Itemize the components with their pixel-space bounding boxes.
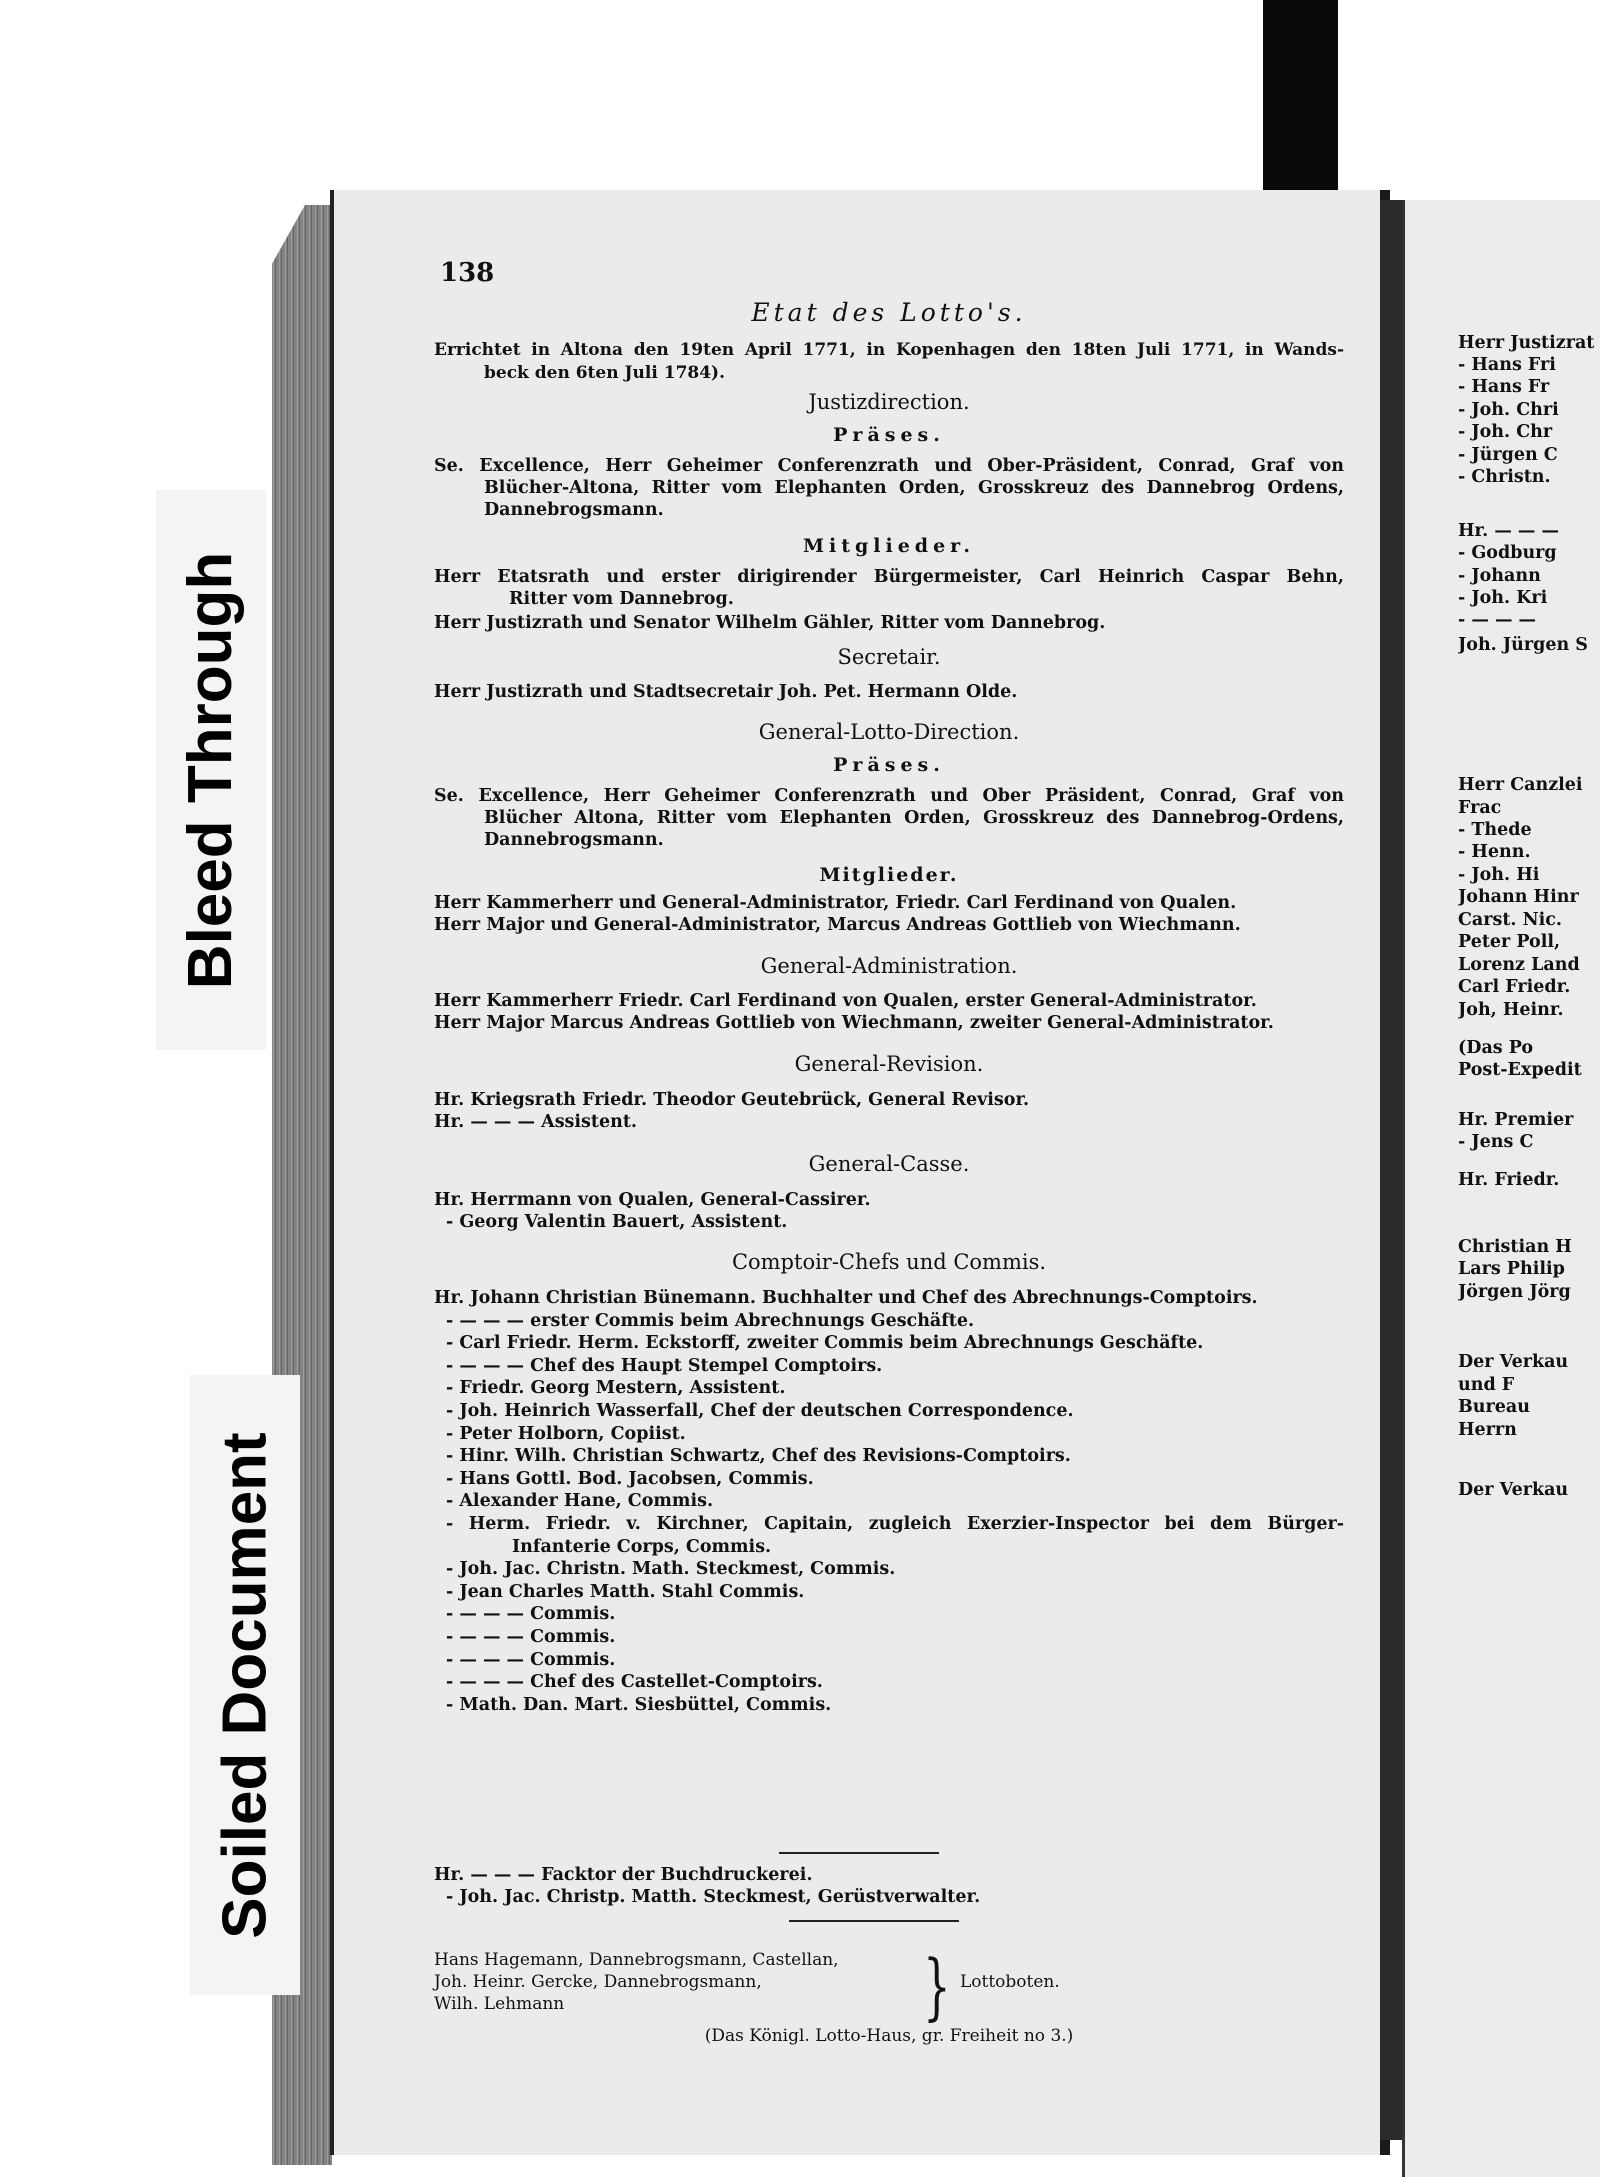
book-page [330, 190, 1390, 2155]
right-page-line: Lars Philip [1458, 1259, 1565, 1279]
text-line: Blücher-Altona, Ritter vom Elephanten Orden, Grosskreuz des Dannebrog Ordens, [484, 478, 1344, 498]
intro-line: Errichtet in Altona den 19ten April 1771, in Kopenhagen den 18ten Juli 1771, in Wands- [434, 340, 1344, 360]
text-line: Dannebrogsmann. [484, 830, 664, 850]
right-page-line: Joh. Jürgen S [1458, 635, 1588, 655]
lottoboten-label: Lottoboten. [960, 1972, 1060, 1992]
comptoir-line: - Joh. Jac. Christn. Math. Steckmest, Commis. [446, 1559, 896, 1580]
right-page-line: Hr. Friedr. [1458, 1170, 1560, 1190]
right-page-line: - Thede [1458, 820, 1532, 840]
comptoir-line: - Friedr. Georg Mestern, Assistent. [446, 1378, 786, 1399]
right-page-line: - Joh. Hi [1458, 865, 1540, 885]
text-line: Ritter vom Dannebrog. [509, 589, 734, 609]
page-title: Etat des Lotto's. [751, 298, 1027, 327]
right-page-line: - Henn. [1458, 842, 1531, 862]
text-line: Hr. Herrmann von Qualen, General-Cassirer. [434, 1190, 871, 1210]
right-page-line: und F [1458, 1375, 1515, 1395]
text-line: - Georg Valentin Bauert, Assistent. [446, 1212, 788, 1232]
text-line: - Joh. Jac. Christp. Matth. Steckmest, Gerüstverwalter. [446, 1887, 981, 1907]
comptoir-line: - Math. Dan. Mart. Siesbüttel, Commis. [446, 1694, 832, 1715]
comptoir-line: - — — — Commis. [446, 1604, 616, 1625]
right-page-line: - Joh. Kri [1458, 588, 1548, 608]
right-page-line: - Joh. Chr [1458, 422, 1553, 442]
comptoir-line: - — — — Commis. [446, 1627, 616, 1647]
section-heading-general-administration: General-Administration. [760, 954, 1018, 978]
text-line: Joh. Heinr. Gercke, Dannebrogsmann, [434, 1972, 762, 1992]
comptoir-line: - — — — Commis. [446, 1649, 616, 1670]
right-page-line: Herr Justizrat [1458, 333, 1595, 353]
right-page-line: Herrn [1458, 1420, 1517, 1440]
comptoir-line: - — — — erster Commis beim Abrechnungs Geschäfte. [446, 1310, 975, 1331]
text-line: Hr. — — — Assistent. [434, 1112, 638, 1132]
right-page-line: Der Verkau [1458, 1480, 1569, 1500]
page-number: 138 [440, 258, 495, 288]
right-page-line: - Johann [1458, 566, 1541, 586]
text-line: Hans Hagemann, Dannebrogsmann, Castellan, [434, 1950, 839, 1970]
subheading-secretair: Secretair. [837, 645, 941, 669]
comptoir-line: - Alexander Hane, Commis. [446, 1491, 714, 1512]
divider [789, 1920, 959, 1922]
right-page-line: - Christn. [1458, 467, 1551, 487]
right-page-line: Frac [1458, 798, 1502, 818]
right-page-line: Herr Canzlei [1458, 775, 1583, 795]
right-page-line: Post-Expedit [1458, 1060, 1582, 1080]
right-page-line: Christian H [1458, 1237, 1572, 1257]
label-soiled-document [190, 1375, 300, 1995]
text-line: Herr Major und General-Administrator, Marcus Andreas Gottlieb von Wiechmann. [434, 915, 1241, 935]
divider [779, 1852, 939, 1854]
text-line: Blücher Altona, Ritter vom Elephanten Orden, Grosskreuz des Dannebrog-Ordens, [484, 808, 1344, 828]
subheading-praeses: Präses. [833, 424, 945, 446]
right-page-line: - Godburg [1458, 543, 1557, 563]
footer-note: (Das Königl. Lotto-Haus, gr. Freiheit no 3.) [704, 2026, 1074, 2046]
text-line: Herr Justizrath und Senator Wilhelm Gähler, Ritter vom Dannebrog. [434, 613, 1106, 633]
text-line: Herr Major Marcus Andreas Gottlieb von Wiechmann, zweiter General-Administrator. [434, 1013, 1274, 1033]
subheading-mitglieder: Mitglieder. [819, 864, 959, 886]
comptoir-line: Hr. Johann Christian Bünemann. Buchhalter und Chef des Abrechnungs-Comptoirs. [434, 1288, 1258, 1308]
text-line: Dannebrogsmann. [484, 500, 664, 520]
text-line: Se. Excellence, Herr Geheimer Conferenzrath und Ober-Präsident, Conrad, Graf von [434, 456, 1344, 476]
right-page-line: Lorenz Land [1458, 955, 1580, 975]
right-page-line: Hr. Premier [1458, 1110, 1574, 1130]
comptoir-line: - Hans Gottl. Bod. Jacobsen, Commis. [446, 1468, 814, 1489]
top-black-bar [1263, 0, 1338, 190]
text-line: Wilh. Lehmann [434, 1994, 565, 2014]
comptoir-line: - Joh. Heinrich Wasserfall, Chef der deutschen Correspondence. [446, 1401, 1074, 1421]
right-page-line: Bureau [1458, 1397, 1530, 1417]
right-page-line: (Das Po [1458, 1038, 1534, 1058]
subheading-praeses: Präses. [833, 754, 945, 776]
comptoir-line: - Jean Charles Matth. Stahl Commis. [446, 1581, 805, 1602]
text-line: Hr. Kriegsrath Friedr. Theodor Geutebrück, General Revisor. [434, 1090, 1030, 1110]
text-line: Herr Kammerherr und General-Administrator, Friedr. Carl Ferdinand von Qualen. [434, 893, 1237, 913]
right-page-line: - — — — [1458, 610, 1537, 630]
section-heading-general-revision: General-Revision. [794, 1052, 984, 1076]
right-page-line: Joh, Heinr. [1458, 1000, 1564, 1020]
label-bleed-through [156, 490, 266, 1050]
subheading-mitglieder: Mitglieder. [802, 535, 976, 557]
text-line: Hr. — — — Facktor der Buchdruckerei. [434, 1865, 813, 1885]
comptoir-line: - — — — Chef des Castellet-Comptoirs. [446, 1672, 823, 1693]
comptoir-line: - Hinr. Wilh. Christian Schwartz, Chef des Revisions-Comptoirs. [446, 1446, 1071, 1467]
text-line: Herr Kammerherr Friedr. Carl Ferdinand von Qualen, erster General-Administrator. [434, 991, 1257, 1011]
label-text: Soiled Document [210, 1431, 280, 1939]
right-page-line: - Jürgen C [1458, 445, 1558, 465]
right-page-line: - Jens C [1458, 1132, 1534, 1152]
right-page-line: Johann Hinr [1458, 887, 1579, 907]
comptoir-line: - — — — Chef des Haupt Stempel Comptoirs. [446, 1355, 883, 1376]
comptoir-line: - Carl Friedr. Herm. Eckstorff, zweiter Commis beim Abrechnungs Geschäfte. [446, 1333, 1204, 1354]
right-page-line: Jörgen Jörg [1458, 1282, 1571, 1302]
right-page-line: Carst. Nic. [1458, 910, 1563, 930]
right-page-line: Carl Friedr. [1458, 977, 1571, 997]
text-line: Herr Etatsrath und erster dirigirender Bürgermeister, Carl Heinrich Caspar Behn, [434, 567, 1344, 587]
right-page-line: Peter Poll, [1458, 932, 1561, 952]
section-heading-general-lotto-direction: General-Lotto-Direction. [758, 720, 1020, 744]
right-page-line: Der Verkau [1458, 1352, 1569, 1372]
page-gutter-shadow [1380, 200, 1402, 2140]
intro-line: beck den 6ten Juli 1784). [484, 363, 726, 383]
comptoir-line: Infanterie Corps, Commis. [512, 1536, 772, 1557]
right-page-line: - Hans Fri [1458, 355, 1556, 375]
comptoir-line: - Herm. Friedr. v. Kirchner, Capitain, zugleich Exerzier-Inspector bei dem Bürger- [446, 1514, 1344, 1534]
right-page-line: - Hans Fr [1458, 377, 1550, 397]
comptoir-line: - Peter Holborn, Copiist. [446, 1423, 686, 1444]
right-page-line: Hr. — — — [1458, 521, 1560, 541]
text-line: Herr Justizrath und Stadtsecretair Joh. Pet. Hermann Olde. [434, 682, 1018, 702]
text-line: Se. Excellence, Herr Geheimer Conferenzrath und Ober Präsident, Conrad, Graf von [434, 786, 1344, 806]
right-page-line: - Joh. Chri [1458, 400, 1559, 420]
section-heading-comptoir: Comptoir-Chefs und Commis. [731, 1250, 1047, 1274]
brace: } [923, 1944, 951, 2028]
label-text: Bleed Through [176, 551, 246, 989]
section-heading-general-casse: General-Casse. [808, 1152, 970, 1176]
section-heading-justizdirection: Justizdirection. [808, 390, 970, 414]
